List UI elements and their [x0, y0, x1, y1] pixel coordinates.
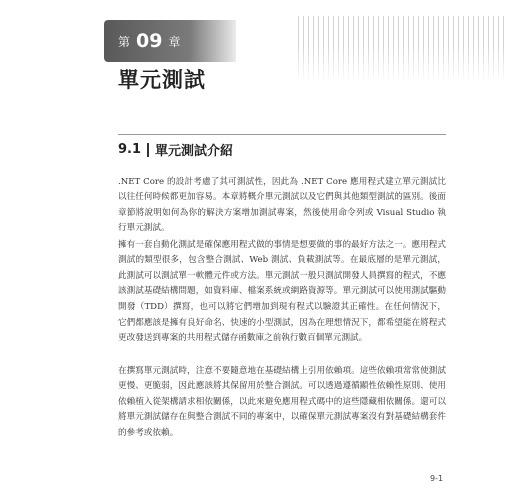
page-number: 9-1 [430, 474, 444, 483]
section-number: 9.1 [118, 142, 142, 157]
body-paragraph-1: .NET Core 的設計考慮了其可測試性，因此為 .NET Core 應用程式建立單元測試比以往任何時候都更加容易。本章將概介單元測試以及它們與其他類型測試的區別。後面章節將說明如何為你的解決方案增加測試專案，然後使用命令列或 Visual Studio 執行單元測試。 [118, 176, 446, 234]
chapter-number: 09 [136, 30, 163, 52]
body-paragraph-3: 在撰寫單元測試時，注意不要隨意地在基礎結構上引用依賴項。這些依賴項常常使測試更慢、更脆弱，因此應該將其保留用於整合測試。可以透過遵循顯性依賴性原則、使用依賴植入從架構請求相依關係，以此來避免應用程式碼中的這些隱藏相依關係。還可以將單元測試儲存在與整合測試不同的專案中，以確保單元測試專案沒有對基礎結構套件的參考或依賴。 [118, 365, 446, 438]
chapter-title: 單元測試 [118, 68, 206, 92]
section-separator-bar [147, 143, 149, 157]
section-title: 單元測試介紹 [155, 144, 234, 159]
chapter-prefix: 第 [118, 34, 131, 49]
chapter-tab [104, 20, 236, 62]
decorative-stripes [298, 16, 508, 82]
section-heading [118, 140, 233, 159]
body-paragraph-2: 擁有一套自動化測試是確保應用程式做的事情是想要做的事的最好方法之一。應用程式測試的類型很多，包含整合測試、Web 測試、負載測試等。在最底層的是單元測試，此測試可以測試單一軟體元件或方法。單元測試一般只測試開發人員撰寫的程式，不應該測試基礎結構問題，如資料庫、檔案系統或網路資源等。單元測試可以使用測試驅動開發（TDD）撰寫，也可以將它們增加到現有程式以驗證其正確性。在任何情況下，它們都應該是擁有良好命名、快速的小型測試，因為在理想情況下，都希望能在將程式更改發送到專案的共用程式儲存函數庫之前執行數百個單元測試。 [118, 239, 446, 344]
chapter-suffix: 章 [168, 34, 181, 49]
section-divider [118, 134, 446, 135]
